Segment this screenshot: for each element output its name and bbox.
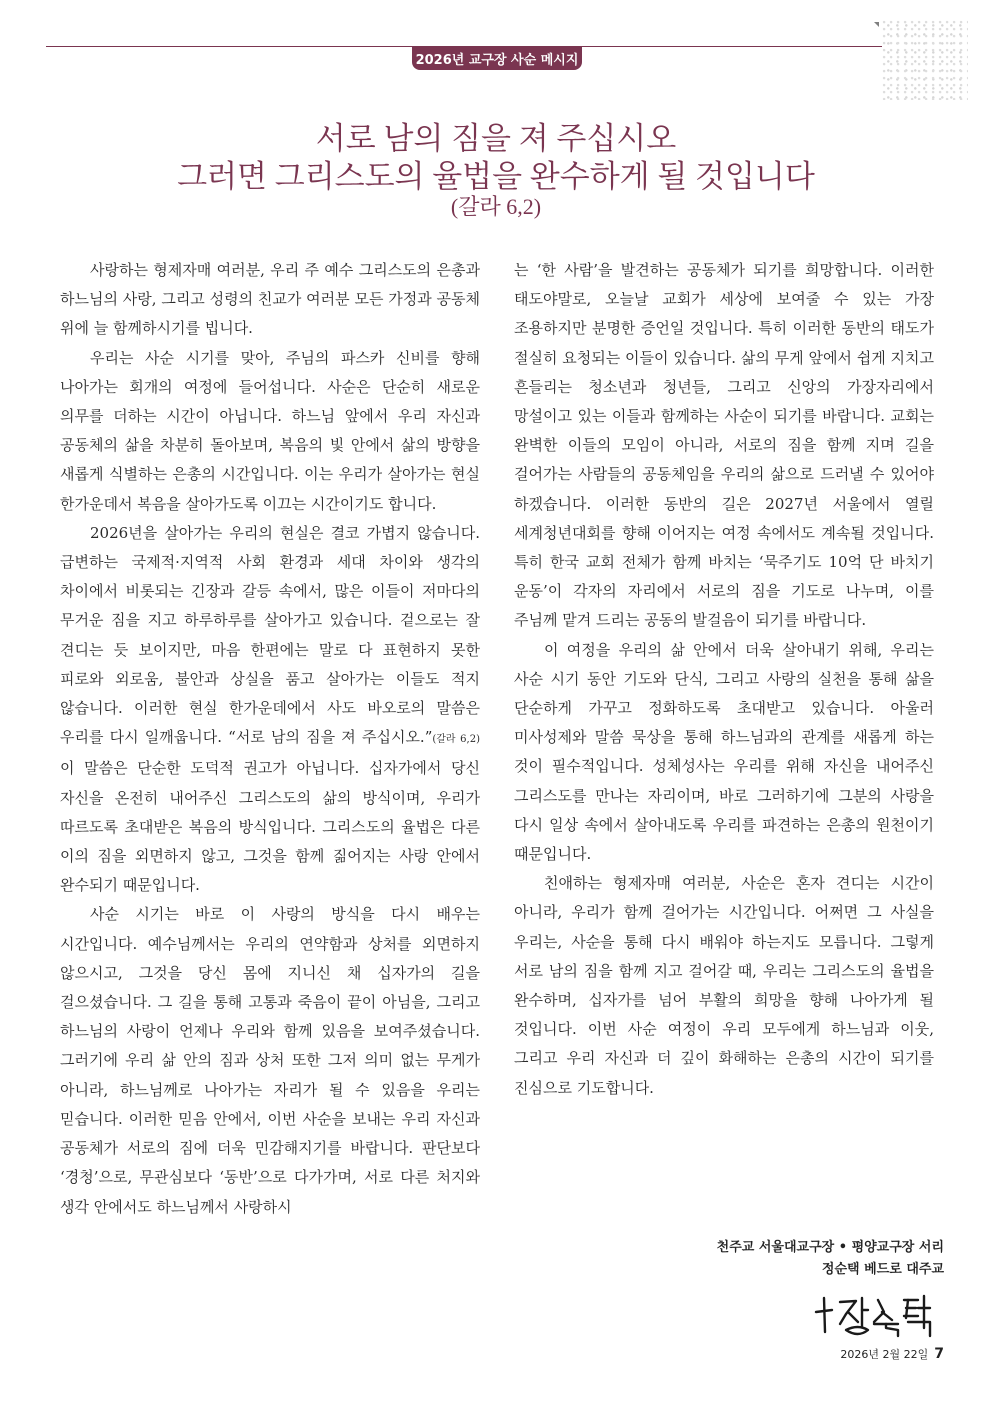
signoff-name: 정순택 베드로 대주교: [821, 1262, 944, 1277]
issue-date: 2026년 2월 22일: [840, 1348, 929, 1361]
paragraph-text: 이 말씀은 단순한 도덕적 권고가 아닙니다. 십자가에서 당신 자신을 온전히 내어주신 그리스도의 삶의 방식이며, 우리가 따르도록 초대받은 복음의 방식입니다. 그리스도의 율법은 다른 이의 짐을 외면하지 않고, 그것을 함께 짊어지는 사랑 안에서 완수되기 때문입니다.: [60, 759, 480, 895]
corner-texture: [882, 20, 968, 100]
section-tag: 2026년 교구장 사순 메시지: [412, 46, 582, 70]
signoff: [717, 1237, 944, 1281]
page-number: 7: [934, 1346, 944, 1362]
inline-citation: (갈라 6,2): [432, 734, 480, 746]
body-column-right: [514, 256, 934, 1103]
title-line-2: 그러면 그리스도의 율법을 완수하게 될 것입니다: [177, 159, 815, 194]
handwritten-signature: [812, 1290, 937, 1340]
paragraph: 우리는 사순 시기를 맞아, 주님의 파스카 신비를 향해 나아가는 회개의 여정에 들어섭니다. 사순은 단순히 새로운 의무를 더하는 시간이 아닙니다. 하느님 앞에서 우리 자신과 공동체의 삶을 차분히 돌아보며, 복음의 빛 안에서 삶의 방향을 새롭게 식별하는 은총의 시간입니다. 이는 우리가 살아가는 현실 한가운데서 복음을 살아가도록 이끄는 시간이기도 합니다.: [60, 348, 480, 513]
title-line-1: 서로 남의 짐을 져 주십시오: [315, 121, 677, 156]
signoff-title: 천주교 서울대교구장 • 평양교구장 서리: [716, 1240, 944, 1255]
page-footer: [840, 1346, 944, 1362]
body-column-left: [60, 256, 480, 1222]
paragraph-text: 2026년을 살아가는 우리의 현실은 결코 가볍지 않습니다. 급변하는 국제적·지역적 사회 환경과 세대 차이와 생각의 차이에서 비롯되는 긴장과 갈등 속에서, 많은 이들이 저마다의 무거운 짐을 지고 하루하루를 살아가고 있습니다. 겉으로는 잘 견디는 듯 보이지만, 마음 한편에는 말로 다 표현하지 못한 피로와 외로움, 불안과 상실을 품고 살아가는 이들도 적지 않습니다. 이러한 현실 한가운데에서 사도 바오로의 말씀은 우리를 다시 일깨웁니다. “서로 남의 짐을 져 주십시오.”: [60, 523, 480, 747]
paragraph: 는 ‘한 사람’을 발견하는 공동체가 되기를 희망합니다. 이러한 태도야말로, 오늘날 교회가 세상에 보여줄 수 있는 가장 조용하지만 분명한 증언일 것입니다. 특히 이러한 동반의 태도가 절실히 요청되는 이들이 있습니다. 삶의 무게 앞에서 쉽게 지치고 흔들리는 청소년과 청년들, 그리고 신앙의 가장자리에서 망설이고 있는 이들과 함께하는 사순이 되기를 바랍니다. 교회는 완벽한 이들의 모임이 아니라, 서로의 짐을 함께 지며 길을 걸어가는 사람들의 공동체임을 우리의 삶으로 드러낼 수 있어야 하겠습니다. 이러한 동반의 길은 2027년 서울에서 열릴 세계청년대회를 향해 이어지는 여정 속에서도 계속될 것입니다. 특히 한국 교회 전체가 함께 바치는 ‘묵주기도 10억 단 바치기 운동’이 각자의 자리에서 서로의 짐을 기도로 나누며, 이를 주님께 맡겨 드리는 공동의 발걸음이 되기를 바랍니다.: [514, 261, 934, 630]
title-citation: (갈라 6,2): [450, 194, 542, 219]
paragraph: 이 여정을 우리의 삶 안에서 더욱 살아내기 위해, 우리는 사순 시기 동안 기도와 단식, 그리고 사랑의 실천을 통해 삶을 단순하게 가꾸고 정화하도록 초대받고 있습니다. 아울러 미사성제와 말씀 묵상을 통해 하느님과의 관계를 새롭게 하는 것이 필수적입니다. 성체성사는 우리를 위해 자신을 내어주신 그리스도를 만나는 자리이며, 바로 그러하기에 그분의 사랑을 다시 일상 속에서 살아내도록 우리를 파견하는 은총의 원천이기 때문입니다.: [514, 640, 934, 864]
paragraph: 사순 시기는 바로 이 사랑의 방식을 다시 배우는 시간입니다. 예수님께서는 우리의 연약함과 상처를 외면하지 않으시고, 그것을 당신 몸에 지니신 채 십자가의 길을 걸으셨습니다. 그 길을 통해 고통과 죽음이 끝이 아님을, 그리고 하느님의 사랑이 언제나 우리와 함께 있음을 보여주셨습니다. 그러기에 우리 삶 안의 짐과 상처 또한 그저 의미 없는 무게가 아니라, 하느님께로 나아가는 자리가 될 수 있음을 우리는 믿습니다. 이러한 믿음 안에서, 이번 사순을 보내는 우리 자신과 공동체가 서로의 짐에 더욱 민감해지기를 바랍니다. 판단보다 ‘경청’으로, 무관심보다 ‘동반’으로 다가가며, 서로 다른 처지와 생각 안에서도 하느님께서 사랑하시: [60, 905, 480, 1216]
paragraph: 친애하는 형제자매 여러분, 사순은 혼자 견디는 시간이 아니라, 우리가 함께 걸어가는 시간입니다. 어쩌면 그 사실을 우리는, 사순을 통해 다시 배워야 하는지도 모릅니다. 그렇게 서로 남의 짐을 함께 지고 걸어갈 때, 우리는 그리스도의 율법을 완수하며, 십자가를 넘어 부활의 희망을 향해 나아가게 될 것입니다. 이번 사순 여정이 우리 모두에게 하느님과 이웃, 그리고 우리 자신과 더 깊이 화해하는 은총의 시간이 되기를 진심으로 기도합니다.: [514, 874, 934, 1097]
paragraph: [60, 519, 480, 901]
paragraph: 사랑하는 형제자매 여러분, 우리 주 예수 그리스도의 은총과 하느님의 사랑, 그리고 성령의 친교가 여러분 모든 가정과 공동체 위에 늘 함께하시기를 빕니다.: [60, 261, 480, 338]
